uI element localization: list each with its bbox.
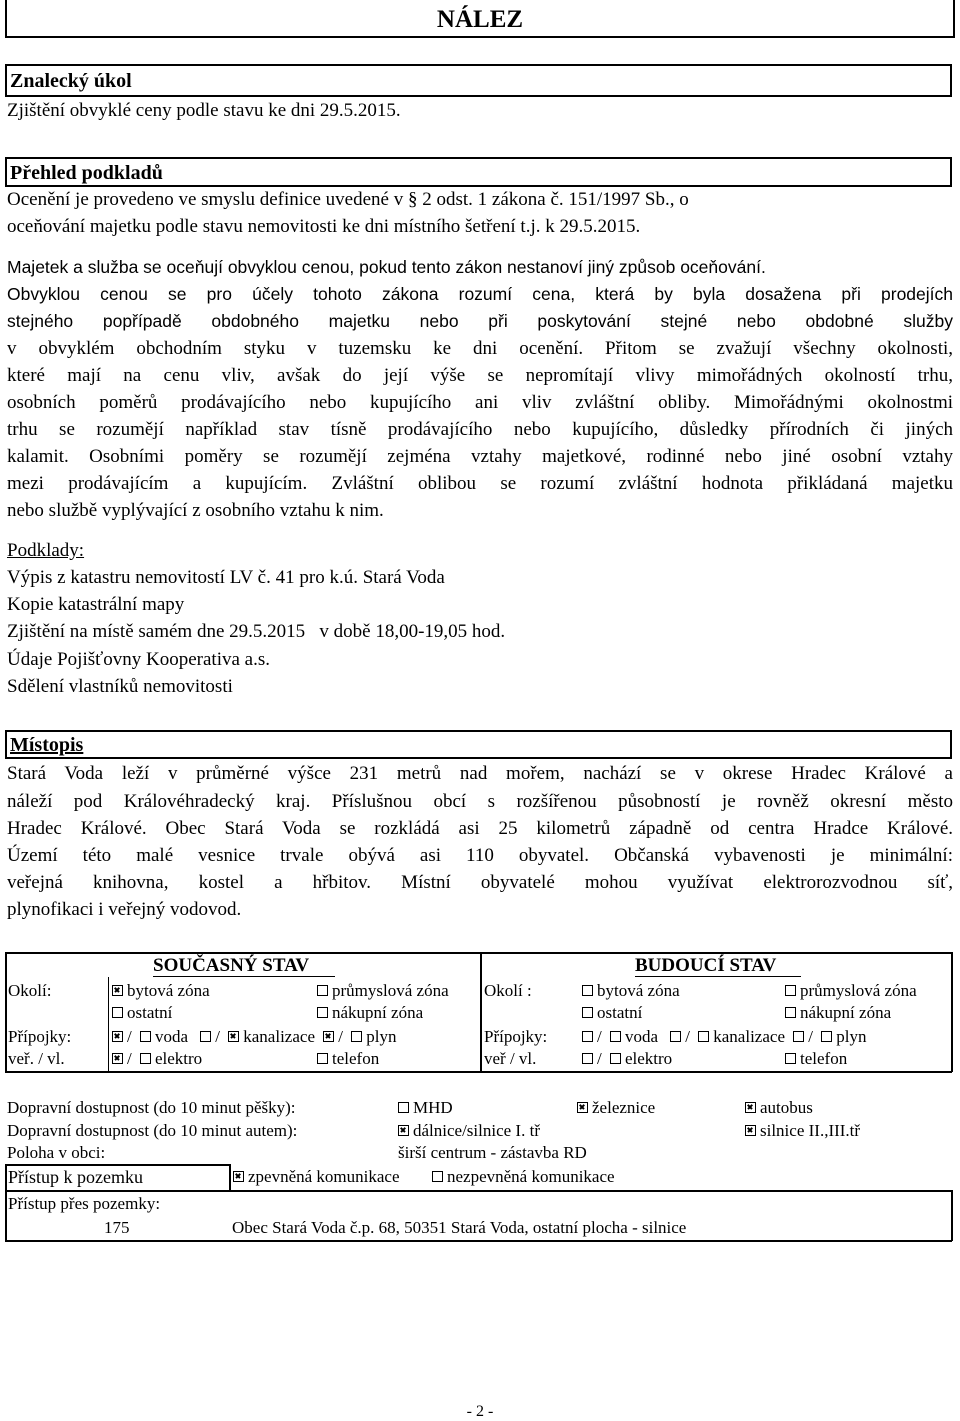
- checkbox-icon: [200, 1031, 211, 1042]
- future-telefon-option[interactable]: telefon: [785, 1049, 847, 1069]
- prehled-body-line: kalamit. Osobními poměry se rozumějí zejména vztahy majetkové, rodinné nebo jiné osobní vztahy: [7, 446, 953, 467]
- checkbox-icon: [785, 1053, 796, 1064]
- future-elektro-option[interactable]: / elektro: [582, 1049, 672, 1069]
- checkbox-icon: [785, 1007, 796, 1018]
- checkbox-icon: [351, 1031, 362, 1042]
- telefon-option[interactable]: telefon: [317, 1049, 379, 1069]
- prehled-line-2: oceňování majetku podle stavu nemovitosti ke dni místního šetření t.j. k 29.5.2015.: [7, 216, 641, 237]
- podklady-item: Výpis z katastru nemovitostí LV č. 41 pro k.ú. Stará Voda: [7, 567, 445, 588]
- prehled-body-line: trhu se rozumějí například stav tísně prodávajícího nebo kupujícího, důsledky přírodních či jiných: [7, 419, 953, 440]
- future-bytova-option[interactable]: bytová zóna: [582, 981, 680, 1001]
- section-heading-prehled: Přehled podkladů: [5, 157, 952, 187]
- prumyslova-zona-option[interactable]: průmyslová zóna: [317, 981, 449, 1001]
- prehled-body-line: nebo službě vyplývající z osobního vztahu k nim.: [7, 500, 384, 521]
- prehled-body-line: v obvyklém obchodním styku v tuzemsku ke dni ocenění. Přitom se zvažují všechny okolnosti,: [7, 338, 953, 359]
- checkbox-checked-icon: [745, 1102, 756, 1113]
- pristup-box-border: [229, 1164, 231, 1191]
- checkbox-icon: [582, 1007, 593, 1018]
- prehled-body-line: které mají na cenu vliv, avšak do její výše se nepromítají vlivy mimořádných okolností trhu,: [7, 365, 953, 386]
- checkbox-checked-icon: [112, 1031, 123, 1042]
- future-ver-vl-label: veř / vl.: [484, 1049, 537, 1068]
- mistopis-line: Hradec Králové. Obec Stará Voda se rozkládá asi 25 kilometrů západně od centra Hradce Králové.: [7, 818, 953, 839]
- poloha-label: Poloha v obci:: [7, 1143, 106, 1162]
- podklady-item: Sdělení vlastníků nemovitosti: [7, 676, 233, 697]
- table-border: [5, 1071, 952, 1073]
- checkbox-icon: [140, 1031, 151, 1042]
- checkbox-icon: [398, 1102, 409, 1113]
- ostatni-option[interactable]: ostatní: [112, 1003, 172, 1023]
- podklady-item: Zjištění na místě samém dne 29.5.2015 v době 18,00-19,05 hod.: [7, 621, 506, 642]
- pripojky-label: Přípojky:: [8, 1027, 72, 1046]
- prehled-body-line: osobních poměrů prodávajícího nebo kupujícího ani vliv zvláštní obliby. Mimořádnými okolnostmi: [7, 392, 953, 413]
- parcela-number: 175: [104, 1218, 130, 1237]
- mistopis-line: veřejná knihovna, kostel a hřbitov. Místní obyvatelé mohou využívat elektrorozvodnou síť,: [7, 872, 953, 893]
- znalecky-ukol-text: Zjištění obvyklé ceny podle stavu ke dni 29.5.2015.: [7, 100, 401, 121]
- prehled-body-line: mezi prodávajícím a kupujícím. Zvláštní oblibou se rozumí zvláštní hodnota přikládaná majetku: [7, 473, 953, 494]
- pristup-box-border: [5, 1190, 952, 1192]
- nakupni-zona-option[interactable]: nákupní zóna: [317, 1003, 423, 1023]
- checkbox-icon: [610, 1031, 621, 1042]
- podklady-item: Údaje Pojišťovny Kooperativa a.s.: [7, 649, 270, 670]
- prehled-sans-line-2: Obvyklou cenou se pro účely tohoto zákona rozumí cena, která by byla dosažena při prodejích: [7, 284, 953, 304]
- prehled-line-1: Ocenění je provedeno ve smyslu definice uvedené v § 2 odst. 1 zákona č. 151/1997 Sb., o: [7, 189, 689, 210]
- future-pripojky-options[interactable]: / voda / kanalizace / plyn: [582, 1027, 866, 1047]
- checkbox-icon: [112, 1007, 123, 1018]
- mistopis-line: Stará Voda leží v průměrné výšce 231 metrů nad mořem, nachází se v okrese Hradec Králové a: [7, 763, 953, 784]
- future-nakupni-option[interactable]: nákupní zóna: [785, 1003, 891, 1023]
- checkbox-checked-icon: [228, 1031, 239, 1042]
- prehled-sans-line-1: Majetek a služba se oceňují obvyklou cenou, pokud tento zákon nestanoví jiný způsob oceňování.: [7, 257, 766, 277]
- mistopis-line: náleží pod Královéhradecký kraj. Příslušnou obcí s rozšířenou působností je rovněž okresní město: [7, 791, 953, 812]
- checkbox-icon: [317, 1007, 328, 1018]
- future-state-heading: BUDOUCÍ STAV: [635, 955, 777, 976]
- checkbox-icon: [582, 985, 593, 996]
- okoli-label: Okolí:: [8, 981, 52, 1000]
- heading-underline: [635, 976, 801, 977]
- checkbox-checked-icon: [745, 1125, 756, 1136]
- dalnice-option[interactable]: dálnice/silnice I. tř: [398, 1121, 540, 1141]
- nezpevnena-option[interactable]: nezpevněná komunikace: [432, 1167, 615, 1187]
- zeleznice-option[interactable]: železnice: [577, 1098, 655, 1118]
- parcela-popis: Obec Stará Voda č.p. 68, 50351 Stará Voda, ostatní plocha - silnice: [232, 1218, 687, 1237]
- checkbox-checked-icon: [112, 985, 123, 996]
- zpevnena-option[interactable]: zpevněná komunikace: [233, 1167, 400, 1187]
- checkbox-icon: [582, 1053, 593, 1064]
- checkbox-icon: [140, 1053, 151, 1064]
- podklady-heading: Podklady:: [7, 540, 85, 561]
- checkbox-icon: [785, 985, 796, 996]
- checkbox-icon: [610, 1053, 621, 1064]
- section-heading-znalecky-ukol: Znalecký úkol: [5, 64, 952, 97]
- table-divider: [480, 952, 482, 1072]
- checkbox-checked-icon: [112, 1053, 123, 1064]
- pristup-box-border: [951, 1190, 953, 1241]
- checkbox-checked-icon: [323, 1031, 334, 1042]
- ver-vl-label: veř. / vl.: [8, 1049, 65, 1068]
- pristup-box-border: [5, 1164, 7, 1241]
- podklady-item: Kopie katastrální mapy: [7, 594, 185, 615]
- future-okoli-label: Okolí :: [484, 981, 532, 1000]
- silnice-option[interactable]: silnice II.,III.tř: [745, 1121, 860, 1141]
- checkbox-icon: [317, 1053, 328, 1064]
- poloha-value: širší centrum - zástavba RD: [398, 1143, 587, 1162]
- future-prumyslova-option[interactable]: průmyslová zóna: [785, 981, 917, 1001]
- pristup-box-border: [5, 1164, 230, 1166]
- current-state-heading: SOUČASNÝ STAV: [153, 955, 310, 976]
- mistopis-line: plynofikaci i veřejný vodovod.: [7, 899, 242, 920]
- page-title: NÁLEZ: [436, 6, 524, 33]
- table-border: [5, 952, 952, 954]
- future-ostatni-option[interactable]: ostatní: [582, 1003, 642, 1023]
- future-pripojky-label: Přípojky:: [484, 1027, 548, 1046]
- doprava-autem-label: Dopravní dostupnost (do 10 minut autem):: [7, 1121, 298, 1140]
- checkbox-checked-icon: [233, 1171, 244, 1182]
- checkbox-icon: [793, 1031, 804, 1042]
- table-border: [951, 952, 953, 1072]
- checkbox-checked-icon: [398, 1125, 409, 1136]
- table-divider: [108, 977, 109, 1072]
- table-border: [5, 952, 7, 1072]
- checkbox-icon: [670, 1031, 681, 1042]
- pristup-pres-label: Přístup přes pozemky:: [8, 1194, 161, 1213]
- doprava-pesky-label: Dopravní dostupnost (do 10 minut pěšky):: [7, 1098, 296, 1117]
- checkbox-icon: [432, 1171, 443, 1182]
- bytova-zona-option[interactable]: bytová zóna: [112, 981, 210, 1001]
- mistopis-line: Území této malé vesnice trvale obývá asi 110 obyvatel. Občanská vybavenosti je minimální:: [7, 845, 953, 866]
- heading-underline: [153, 976, 335, 977]
- checkbox-icon: [582, 1031, 593, 1042]
- mhd-option[interactable]: MHD: [398, 1098, 453, 1118]
- page-number: - 2 -: [466, 1403, 494, 1420]
- checkbox-icon: [821, 1031, 832, 1042]
- checkbox-icon: [698, 1031, 709, 1042]
- pristup-label: Přístup k pozemku: [8, 1167, 143, 1187]
- section-heading-mistopis: Místopis: [5, 730, 952, 759]
- pripojky-options[interactable]: / voda / kanalizace / plyn: [112, 1027, 396, 1047]
- elektro-option[interactable]: / elektro: [112, 1049, 202, 1069]
- pristup-box-border: [5, 1240, 952, 1242]
- checkbox-icon: [317, 985, 328, 996]
- checkbox-checked-icon: [577, 1102, 588, 1113]
- autobus-option[interactable]: autobus: [745, 1098, 813, 1118]
- prehled-sans-line-3: stejného popřípadě obdobného majetku nebo při poskytování stejné nebo obdobné služby: [7, 311, 953, 331]
